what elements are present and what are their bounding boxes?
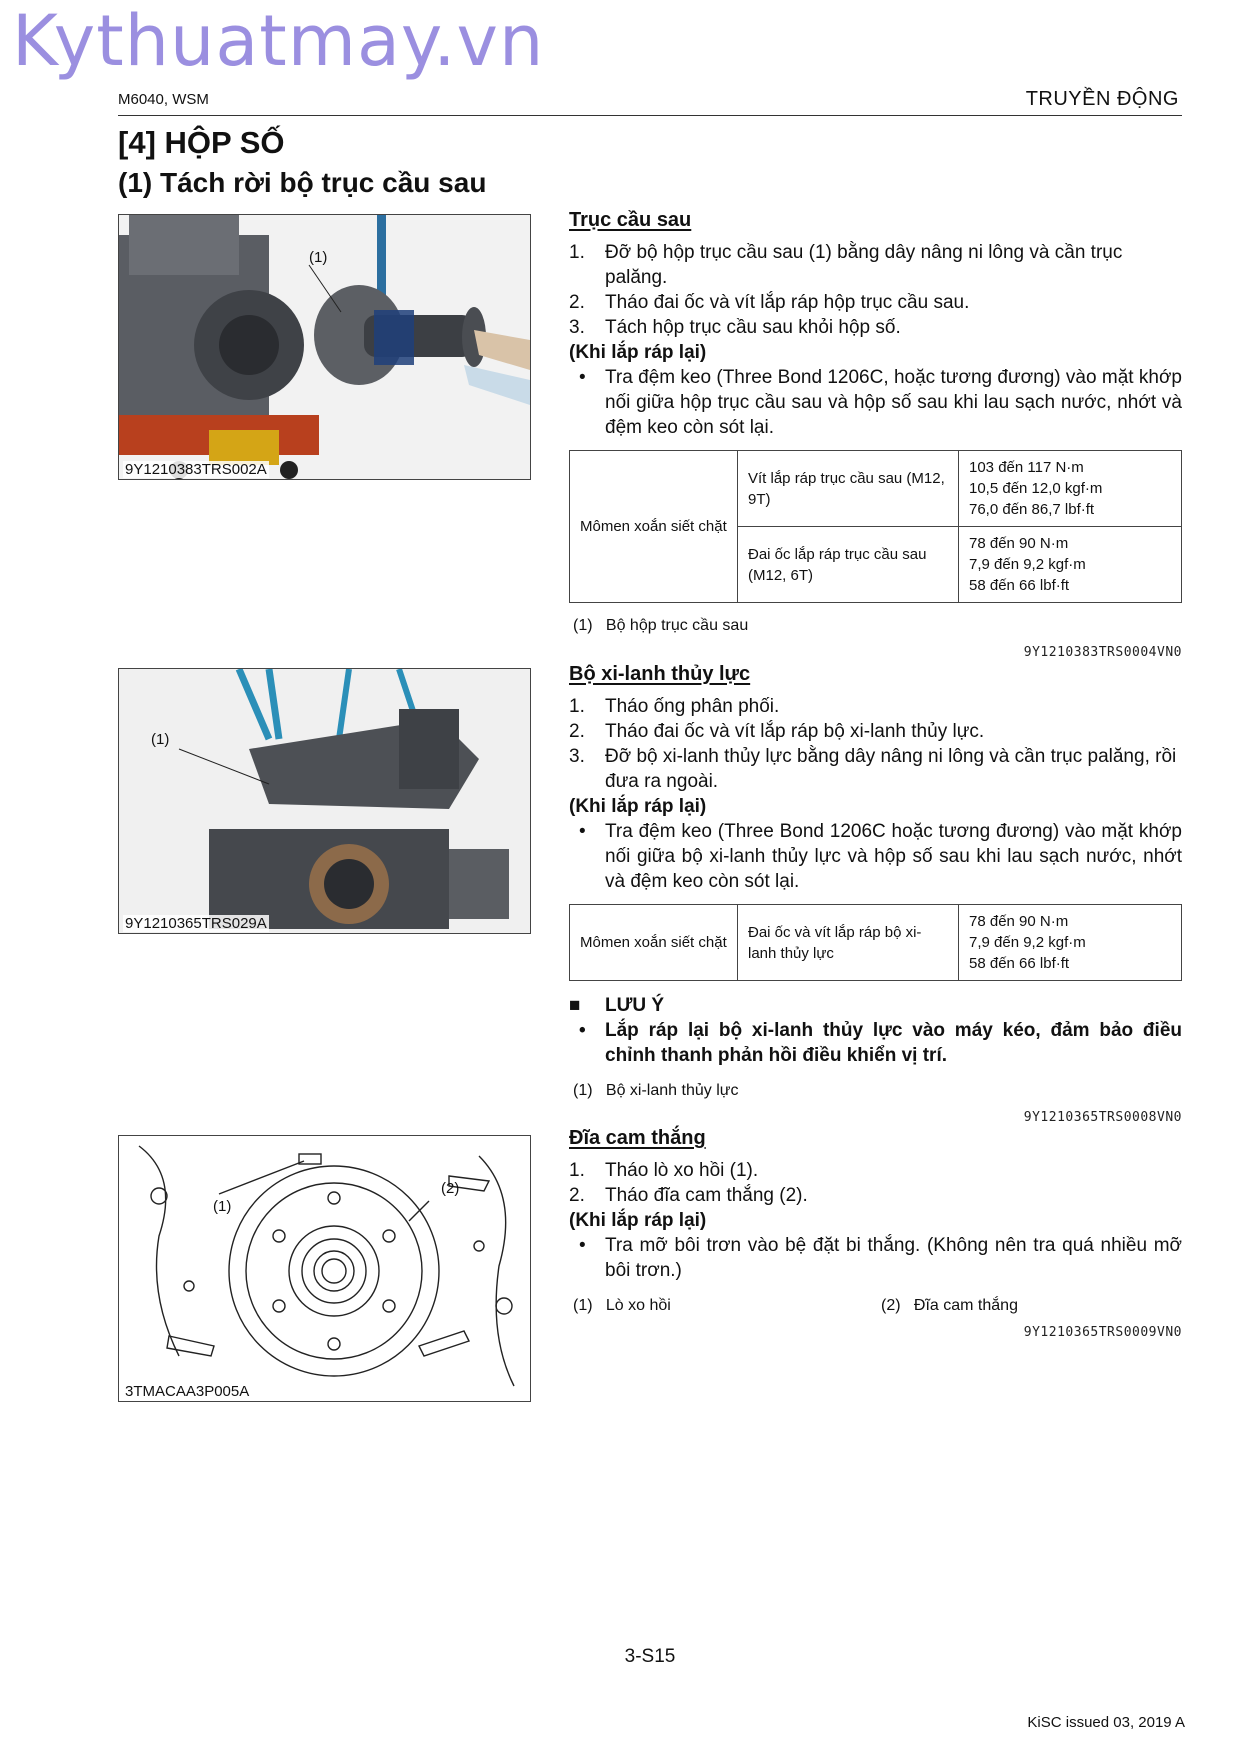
- header-model: M6040, WSM: [118, 91, 209, 108]
- torque-values: 103 đến 117 N·m 10,5 đến 12,0 kgf·m 76,0 đến 86,7 lbf·ft: [959, 451, 1182, 527]
- note-heading: ■ LƯU Ý: [569, 995, 665, 1016]
- figure-callout-2: (2): [441, 1180, 460, 1197]
- step-item: 3. Tách hộp trục cầu sau khỏi hộp số.: [569, 317, 901, 338]
- figure-rear-axle: [118, 214, 531, 480]
- reassembly-heading: (Khi lắp ráp lại): [569, 342, 707, 363]
- section-rear-axle: [569, 209, 1182, 660]
- header-chapter: TRUYỀN ĐỘNG: [1025, 88, 1179, 110]
- note-bullet: • Lắp ráp lại bộ xi-lanh thủy lực vào máy kéo, đảm bảo điều chỉnh thanh phản hồi điều khiển vị trí.: [579, 1020, 1182, 1066]
- brake-cam-plate-drawing: [119, 1136, 530, 1401]
- torque-item: Vít lắp ráp trục cầu sau (M12, 9T): [738, 451, 959, 527]
- step-item: 2. Tháo đai ốc và vít lắp ráp bộ xi-lanh thủy lực.: [569, 721, 985, 742]
- torque-item: Đai ốc lắp ráp trục cầu sau (M12, 6T): [738, 527, 959, 603]
- section-heading: Bộ xi-lanh thủy lực: [569, 663, 751, 685]
- bullet-item: • Tra mỡ bôi trơn vào bệ đặt bi thắng. (Không nên tra quá nhiều mỡ bôi trơn.): [579, 1235, 1182, 1281]
- step-list: [569, 1158, 1182, 1208]
- figure-brake-cam-plate: [118, 1135, 531, 1402]
- reassembly-heading: (Khi lắp ráp lại): [569, 1210, 707, 1231]
- torque-table: [569, 904, 1182, 981]
- reference-code: 9Y1210365TRS0009VN0: [1023, 1325, 1182, 1340]
- torque-label: Mômen xoắn siết chặt: [570, 451, 738, 603]
- torque-values: 78 đến 90 N·m 7,9 đến 9,2 kgf·m 58 đến 66 lbf·ft: [959, 905, 1182, 981]
- section-title: [4] HỘP SỐ: [118, 125, 285, 160]
- section-heading: Trục cầu sau: [569, 209, 692, 231]
- figure-callout-1: (1): [309, 249, 328, 266]
- figure-code: 3TMACAA3P005A: [125, 1383, 250, 1400]
- torque-table: [569, 450, 1182, 603]
- step-list: [569, 694, 1182, 794]
- hydraulic-cylinder-photo: [119, 669, 530, 933]
- step-list: [569, 240, 1182, 340]
- step-item: 1. Đỡ bộ hộp trục cầu sau (1) bằng dây nâng ni lông và cần trục palăng.: [569, 242, 1123, 288]
- figure-code: 9Y1210365TRS029A: [125, 915, 267, 932]
- step-item: 1. Tháo lò xo hồi (1).: [569, 1160, 759, 1181]
- figure-legend: (1) Bộ xi-lanh thủy lực: [573, 1082, 739, 1099]
- torque-item: Đai ốc và vít lắp ráp bộ xi-lanh thủy lực: [738, 905, 959, 981]
- figure-hydraulic-cylinder: [118, 668, 531, 934]
- section-heading: Đĩa cam thắng: [569, 1127, 706, 1149]
- torque-values: 78 đến 90 N·m 7,9 đến 9,2 kgf·m 58 đến 66 lbf·ft: [959, 527, 1182, 603]
- footer-issue: KiSC issued 03, 2019 A: [1027, 1714, 1185, 1731]
- reference-code: 9Y1210365TRS0008VN0: [1023, 1110, 1182, 1125]
- bullet-item: • Tra đệm keo (Three Bond 1206C, hoặc tương đương) vào mặt khớp nối giữa hộp trục cầu sau và hộp số sau khi lau sạch nước, nhớt và đệm keo còn sót lại.: [579, 367, 1182, 438]
- torque-label: Mômen xoắn siết chặt: [570, 905, 738, 981]
- subsection-title: (1) Tách rời bộ trục cầu sau: [118, 167, 487, 198]
- figure-legend: (1) Bộ hộp trục cầu sau: [573, 617, 749, 634]
- section-hydraulic-cylinder: [569, 663, 1182, 1125]
- figure-legend: (1) Lò xo hồi (2) Đĩa cam thắng: [573, 1297, 1018, 1314]
- step-item: 2. Tháo đĩa cam thắng (2).: [569, 1185, 808, 1206]
- section-brake-cam-plate: [569, 1127, 1182, 1340]
- step-item: 2. Tháo đai ốc và vít lắp ráp hộp trục cầu sau.: [569, 292, 970, 313]
- figure-code: 9Y1210383TRS002A: [125, 461, 267, 478]
- reassembly-heading: (Khi lắp ráp lại): [569, 796, 707, 817]
- watermark: Kythuatmay.vn: [12, 0, 545, 82]
- page-number: 3-S15: [624, 1646, 676, 1667]
- step-item: 1. Tháo ống phân phối.: [569, 696, 780, 717]
- reference-code: 9Y1210383TRS0004VN0: [1023, 645, 1182, 660]
- note-marker-icon: ■: [569, 995, 581, 1016]
- step-item: 3. Đỡ bộ xi-lanh thủy lực bằng dây nâng ni lông và cần trục palăng, rồi đưa ra ngoài.: [569, 746, 1177, 792]
- figure-callout-1: (1): [151, 731, 170, 748]
- bullet-item: • Tra đệm keo (Three Bond 1206C hoặc tương đương) vào mặt khớp nối giữa bộ xi-lanh thủy lực và hộp số sau khi lau sạch nước, nhớt và đệm keo còn sót lại.: [579, 821, 1182, 892]
- figure-callout-1: (1): [213, 1198, 232, 1215]
- header-rule: [118, 115, 1182, 116]
